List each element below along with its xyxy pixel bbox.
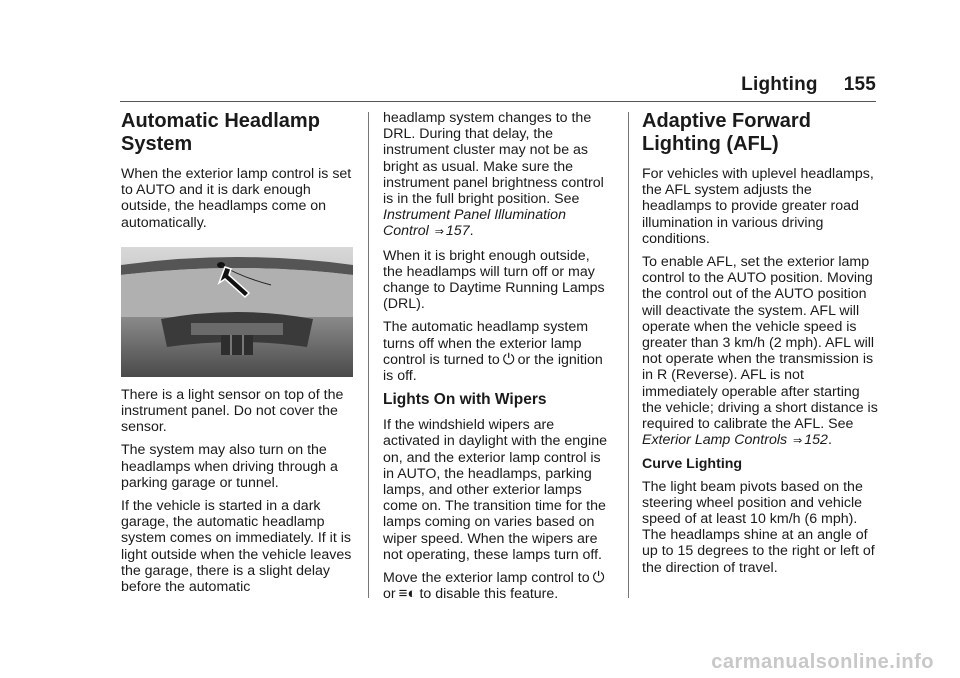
column-1: [121, 110, 356, 602]
section-heading: Adaptive Forward Lighting (AFL): [642, 110, 811, 155]
column-divider: [368, 112, 369, 598]
paragraph-text: or the ignition is off.: [383, 351, 603, 385]
subsection-heading: Lights On with Wipers: [383, 391, 547, 409]
cross-reference[interactable]: Exterior Lamp Controls: [642, 432, 788, 449]
off-symbol-icon: ⏻: [592, 569, 605, 587]
light-sensor-photo: [121, 247, 353, 377]
subsection-heading: Curve Lighting: [642, 456, 743, 473]
paragraph: When the exterior lamp control is set to AUTO and it is dark enough outside, the headlamps come on automatically.: [121, 166, 352, 231]
section-heading: Automatic Headlamp System: [121, 110, 320, 155]
paragraph: For vehicles with uplevel headlamps, the AFL system adjusts the headlamps to provide greater road illumination in various driving conditions.: [642, 166, 874, 247]
page-header: [741, 74, 876, 96]
paragraph-text: Move the exterior lamp control to: [383, 570, 590, 587]
paragraph-text: to disable this feature.: [419, 586, 559, 603]
paragraph: When it is bright enough outside, the headlamps will turn off or may change to Daytime Running Lamps (DRL).: [383, 247, 605, 313]
column-2: [383, 110, 613, 602]
paragraph: To enable AFL, set the exterior lamp control to the AUTO position. Moving the control out of the AUTO position will deactivate the system. AFL will operate when the vehicle speed is greater than 3 km/h (2 mph). AFL will not operate when the transmission is in R (Reverse). AFL is not immediately operable after starting the vehicle; driving a short distance is required to calibrate the AFL. See Exterior Lamp Controls ⇒ 152.: [642, 254, 878, 449]
paragraph-text: headlamp system changes to the DRL. During that delay, the instrument cluster may not be as bright as usual. Make sure the instrument panel brightness control is in the full bright position. See: [383, 110, 604, 208]
page-ref-icon: ⇒: [793, 435, 803, 448]
header-rule: [120, 101, 876, 102]
paragraph: If the windshield wipers are activated in daylight with the engine on, and the exterior lamp control is in AUTO, the headlamps, parking lamps, and other exterior lamps come on. The transition time for the lamps coming on varies based on wiper speed. When the wipers are not operating, these lamps turn off.: [383, 417, 607, 563]
watermark: carmanualsonline.info: [711, 651, 934, 673]
paragraph: [383, 570, 613, 602]
section-title: Lighting: [741, 74, 818, 95]
column-3: [642, 110, 880, 583]
paragraph: The light beam pivots based on the steering wheel position and vehicle speed of at least 10 km/h (6 mph). The headlamps shine at an angle of up to 15 degrees to the right or left of the direction of travel.: [642, 478, 875, 576]
paragraph: If the vehicle is started in a dark garage, the automatic headlamp system comes on immediately. If it is light outside when the vehicle leaves the garage, there is a slight delay before the automatic: [121, 498, 352, 596]
column-divider: [628, 112, 629, 598]
paragraph: There is a light sensor on top of the instrument panel. Do not cover the sensor.: [121, 386, 344, 436]
page-ref-icon: ⇒: [434, 226, 444, 239]
paragraph-text: To enable AFL, set the exterior lamp control to the AUTO position. Moving the control out of the AUTO position will deactivate the system. AFL will operate when the vehicle speed is greater than 3 km/h (2 mph). AFL will not operate when the transmission is in R (Reverse). AFL is not immediately operable after starting the vehicle; driving a short distance is required to calibrate the AFL. See: [642, 254, 878, 433]
paragraph-text: or: [383, 586, 396, 603]
page-reference[interactable]: 152: [804, 432, 828, 449]
off-symbol-icon: ⏻: [502, 350, 515, 368]
page-number: 155: [843, 74, 876, 95]
page-reference[interactable]: 157: [445, 223, 470, 240]
paragraph-text: The automatic headlamp system turns off when the exterior lamp control is turned to: [383, 319, 589, 368]
headlamp-symbol-icon: ≡◐: [398, 585, 417, 603]
paragraph: The system may also turn on the headlamps when driving through a parking garage or tunnel.: [121, 442, 338, 491]
paragraph: [383, 319, 613, 384]
cross-reference[interactable]: Instrument Panel Illumination Control: [383, 207, 566, 240]
paragraph: headlamp system changes to the DRL. During that delay, the instrument cluster may not be as bright as usual. Make sure the instrument panel brightness control is in the full bright position. See Instrument Panel Illumination Control ⇒ 157.: [383, 110, 604, 240]
dashboard-illustration: [121, 247, 353, 377]
